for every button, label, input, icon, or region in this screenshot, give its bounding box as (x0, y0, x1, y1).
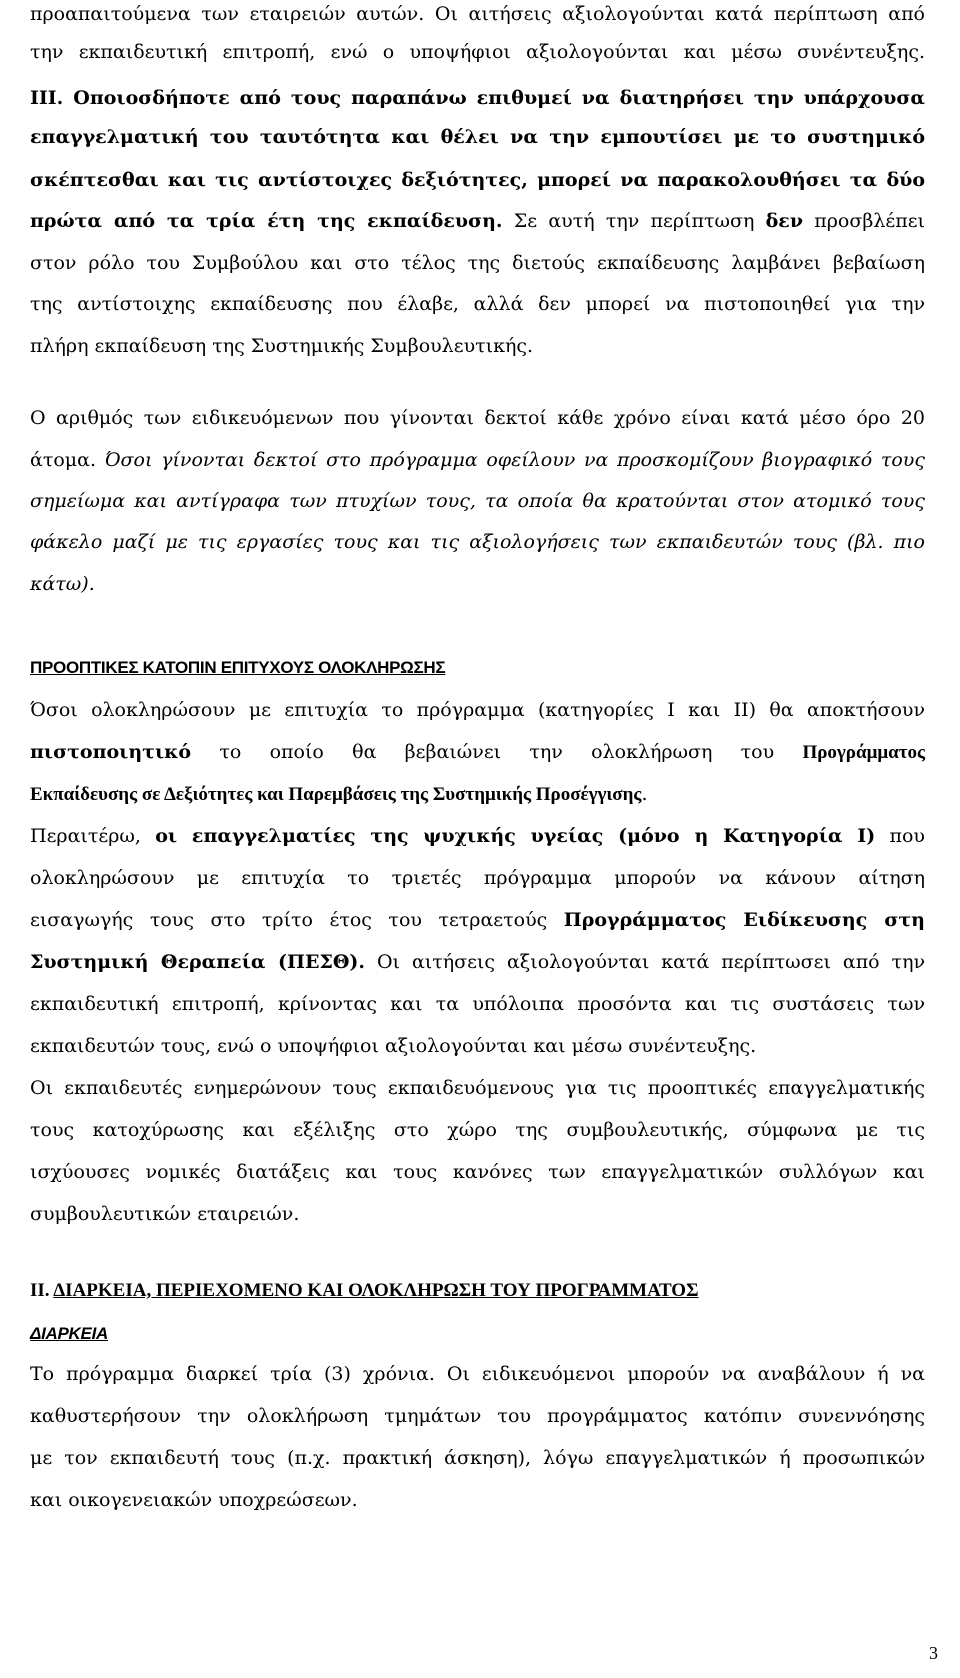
category-3-line-5: στον ρόλο του Συμβούλου και στο τέλος της διετούς εκπαίδευσης λαμβάνει βεβαίωση (30, 252, 925, 274)
trainees-line-4: φάκελο μαζί με τις εργασίες τους και τις αξιολογήσεις των εκπαιδευτών τους (βλ. πιο (30, 531, 925, 553)
trainees-line-1: Ο αριθμός των ειδικευόμενων που γίνονται δεκτοί κάθε χρόνο είναι κατά μέσο όρο 20 (30, 407, 925, 429)
prospects-text: το οποίο θα βεβαιώνει την ολοκλήρωση του (191, 741, 803, 763)
prospects-text: Περαιτέρω, (30, 825, 156, 847)
category-3-line-4 (30, 209, 925, 233)
intro-line-1: προαπαιτούμενα των εταιρειών αυτών. Οι αιτήσεις αξιολογούνται κατά περίπτωση από (30, 3, 925, 25)
category-3-line-7: πλήρη εκπαίδευση της Συστημικής Συμβουλευτικής. (30, 335, 534, 357)
professionals-bold: οι επαγγελματίες της ψυχικής υγείας (μόνο η Κατηγορία Ι) (155, 825, 876, 847)
specialization-bold: Προγράμματος Ειδίκευσης στη (563, 909, 925, 931)
trainees-line-2 (30, 448, 925, 472)
page-number: 3 (929, 1643, 938, 1663)
category-3-bold-phrase: πρώτα από τα τρία έτη της εκπαίδευση. (30, 210, 503, 232)
duration-line-2: καθυστερήσουν την ολοκλήρωση τμημάτων του προγράμματος κατόπιν συνεννόησης (30, 1405, 925, 1427)
prospects-text: . (641, 783, 648, 805)
duration-line-3: με τον εκπαιδευτή τους (π.χ. πρακτική άσκηση), λόγω επαγγελματικών ή προσωπικών (30, 1447, 925, 1469)
section-2-number: ΙΙ. (30, 1280, 54, 1301)
prospects-p2-line-1 (30, 824, 925, 848)
category-3-text: Σε αυτή την περίπτωση (502, 210, 766, 232)
category-3-text: προσβλέπει (803, 210, 925, 232)
prospects-p3-line-2: τους κατοχύρωσης και εξέλιξης στο χώρο της συμβουλευτικής, σύμφωνα με τις (30, 1119, 925, 1141)
prospects-p2-line-5: εκπαιδευτική επιτροπή, κρίνοντας και τα υπόλοιπα προσόντα και τις συστάσεις των (30, 993, 925, 1015)
intro-line-2: την εκπαιδευτική επιτροπή, ενώ ο υποψήφιοι αξιολογούνται και μέσω συνέντευξης. (30, 41, 925, 63)
programme-bold: Προγράμματος (802, 742, 925, 763)
category-3-line-3: σκέπτεσθαι και τις αντίστοιχες δεξιότητες, μπορεί να παρακολουθήσει τα δύο (30, 169, 925, 191)
category-3-line-6: της αντίστοιχης εκπαίδευσης που έλαβε, αλλά δεν μπορεί να πιστοποιηθεί για την (30, 293, 925, 315)
prospects-p1-line-3 (30, 782, 925, 807)
section-2-title: ΔΙΑΡΚΕΙΑ, ΠΕΡΙΕΧΟΜΕΝΟ ΚΑΙ ΟΛΟΚΛΗΡΩΣΗ ΤΟΥ ΠΡΟΓΡΑΜΜΑΤΟΣ (53, 1280, 699, 1301)
prospects-p1-line-2 (30, 740, 925, 765)
prospects-p2-line-4 (30, 950, 925, 974)
prospects-p3-line-4: συμβουλευτικών εταιρειών. (30, 1203, 300, 1225)
prospects-heading: ΠΡΟΟΠΤΙΚΕΣ ΚΑΤΟΠΙΝ ΕΠΙΤΥΧΟΥΣ ΟΛΟΚΛΗΡΩΣΗΣ (30, 658, 446, 677)
prospects-p3-line-3: ισχύουσες νομικές διατάξεις και τους κανόνες των επαγγελματικών συλλόγων και (30, 1161, 925, 1183)
pestho-bold: Συστημική Θεραπεία (ΠΕΣΘ). (30, 951, 366, 973)
prospects-text: που (875, 825, 925, 847)
trainees-line-5: κάτω). (30, 573, 95, 595)
programme-title-bold: Εκπαίδευσης σε Δεξιότητες και Παρεμβάσεις της Συστημικής Προσέγγισης (30, 784, 642, 805)
certificate-bold: πιστοποιητικό (30, 741, 192, 763)
prospects-p2-line-6: εκπαιδευτών τους, ενώ ο υποψήφιοι αξιολογούνται και μέσω συνέντευξης. (30, 1035, 757, 1057)
prospects-text: Οι αιτήσεις αξιολογούνται κατά περίπτωσει από την (365, 951, 926, 973)
trainees-line-3: σημείωμα και αντίγραφα των πτυχίων τους, τα οποία θα κρατούνται στον ατομικό τους (30, 490, 925, 512)
prospects-p1-line-1: Όσοι ολοκληρώσουν με επιτυχία το πρόγραμμα (κατηγορίες Ι και ΙΙ) θα αποκτήσουν (30, 699, 925, 721)
duration-subheading: ΔΙΑΡΚΕΙΑ (30, 1324, 108, 1343)
section-2-heading (30, 1279, 925, 1303)
duration-line-4: και οικογενειακών υποχρεώσεων. (30, 1489, 358, 1511)
trainees-italic-text: Όσοι γίνονται δεκτοί στο πρόγραμμα οφείλουν να προσκομίζουν βιογραφικό τους (104, 449, 926, 471)
category-3-line-2: επαγγελματική του ταυτότητα και θέλει να την εμπουτίσει με το συστημικό (30, 126, 925, 148)
prospects-p2-line-2: ολοκληρώσουν με επιτυχία το τριετές πρόγραμμα μπορούν να κάνουν αίτηση (30, 867, 925, 889)
category-3-emphasis-den: δεν (765, 210, 804, 232)
prospects-text: εισαγωγής τους στο τρίτο έτος του τετραετούς (30, 909, 564, 931)
prospects-p2-line-3 (30, 908, 925, 932)
trainees-text: άτομα. (30, 449, 105, 471)
category-3-line-1: ΙΙΙ. Οποιοσδήποτε από τους παραπάνω επιθυμεί να διατηρήσει την υπάρχουσα (30, 87, 925, 109)
duration-line-1: Το πρόγραμμα διαρκεί τρία (3) χρόνια. Οι ειδικευόμενοι μπορούν να αναβάλουν ή να (30, 1363, 925, 1385)
prospects-p3-line-1: Οι εκπαιδευτές ενημερώνουν τους εκπαιδευόμενους για τις προοπτικές επαγγελματικής (30, 1077, 925, 1099)
